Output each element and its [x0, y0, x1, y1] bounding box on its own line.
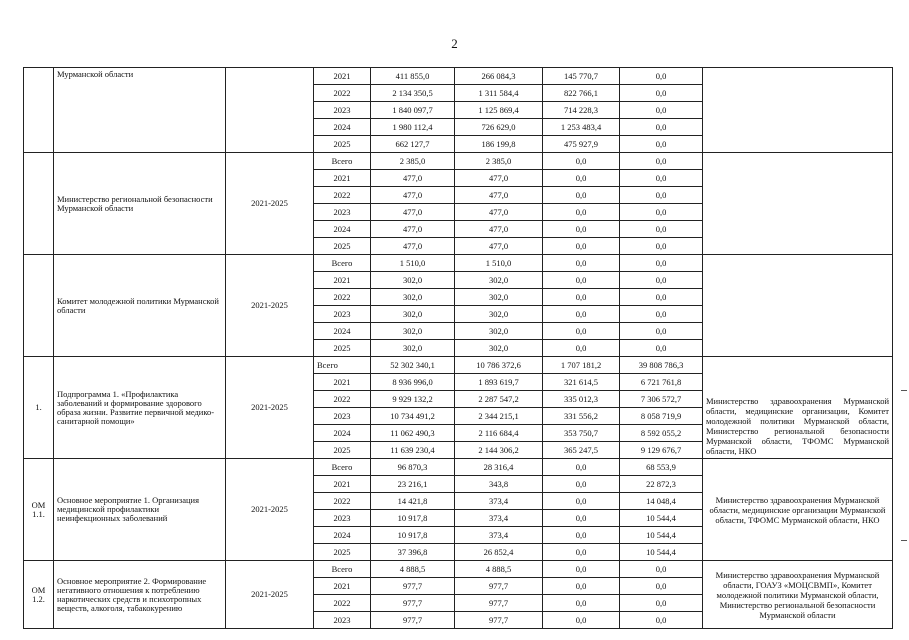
amount-cell: 0,0: [620, 578, 703, 595]
amount-cell: 7 306 572,7: [620, 391, 703, 408]
year-cell: 2023: [314, 102, 371, 119]
amount-cell: 10 734 491,2: [371, 408, 455, 425]
amount-cell: 68 553,9: [620, 459, 703, 476]
responsible-executors: Министерство здравоохранения Мурманской области, медицинские организации, Комитет молодежной политики Мурманской области, Министерство региональной безопасности Мурманской области, ТФОМС Мурманской области, НКО: [703, 357, 893, 459]
program-name: Основное мероприятие 2. Формирование негативного отношения к потреблению наркотических средств и психотропных веществ, алкоголя, табакокурению: [54, 561, 226, 629]
amount-cell: 477,0: [371, 221, 455, 238]
amount-cell: 0,0: [543, 510, 620, 527]
amount-cell: 1 311 584,4: [455, 85, 543, 102]
amount-cell: 0,0: [543, 255, 620, 272]
amount-cell: 6 721 761,8: [620, 374, 703, 391]
amount-cell: 0,0: [620, 595, 703, 612]
amount-cell: 0,0: [543, 544, 620, 561]
amount-cell: 28 316,4: [455, 459, 543, 476]
amount-cell: 302,0: [371, 306, 455, 323]
year-cell: Всего: [314, 357, 371, 374]
responsible-executors: Министерство здравоохранения Мурманской области, ГОАУЗ «МОЦСВМП», Комитет молодежной политики Мурманской области, Министерство региональной безопасности Мурманской области: [703, 561, 893, 629]
year-cell: 2023: [314, 408, 371, 425]
year-cell: 2021: [314, 68, 371, 85]
amount-cell: 353 750,7: [543, 425, 620, 442]
amount-cell: 0,0: [543, 289, 620, 306]
period: 2021-2025: [226, 459, 314, 561]
program-name: Основное мероприятие 1. Организация медицинской профилактики неинфекционных заболеваний: [54, 459, 226, 561]
year-cell: Всего: [314, 459, 371, 476]
amount-cell: 977,7: [371, 578, 455, 595]
amount-cell: 10 786 372,6: [455, 357, 543, 374]
amount-cell: 23 216,1: [371, 476, 455, 493]
period: 2021-2025: [226, 357, 314, 459]
responsible-executors: Министерство здравоохранения Мурманской области, медицинские организации Мурманской области, ТФОМС Мурманской области, НКО: [703, 459, 893, 561]
year-cell: 2023: [314, 510, 371, 527]
amount-cell: 266 084,3: [455, 68, 543, 85]
amount-cell: 302,0: [455, 289, 543, 306]
amount-cell: 302,0: [371, 272, 455, 289]
amount-cell: 977,7: [371, 595, 455, 612]
amount-cell: 0,0: [620, 238, 703, 255]
period: 2021-2025: [226, 255, 314, 357]
amount-cell: 1 707 181,2: [543, 357, 620, 374]
amount-cell: 321 614,5: [543, 374, 620, 391]
amount-cell: 477,0: [371, 187, 455, 204]
year-cell: 2025: [314, 442, 371, 459]
amount-cell: 977,7: [455, 578, 543, 595]
amount-cell: 0,0: [543, 340, 620, 357]
year-cell: 2022: [314, 595, 371, 612]
amount-cell: 10 544,4: [620, 527, 703, 544]
amount-cell: 477,0: [371, 238, 455, 255]
amount-cell: 4 888,5: [371, 561, 455, 578]
program-name: Мурманской области: [54, 68, 226, 153]
amount-cell: 477,0: [455, 238, 543, 255]
table-row: [24, 68, 893, 85]
table-row: [24, 561, 893, 578]
amount-cell: 477,0: [371, 170, 455, 187]
amount-cell: 477,0: [455, 204, 543, 221]
amount-cell: 1 125 869,4: [455, 102, 543, 119]
amount-cell: 477,0: [455, 221, 543, 238]
amount-cell: 0,0: [620, 612, 703, 629]
amount-cell: 662 127,7: [371, 136, 455, 153]
year-cell: 2022: [314, 391, 371, 408]
amount-cell: 1 253 483,4: [543, 119, 620, 136]
amount-cell: 14 421,8: [371, 493, 455, 510]
year-cell: 2024: [314, 221, 371, 238]
amount-cell: 302,0: [455, 306, 543, 323]
amount-cell: 4 888,5: [455, 561, 543, 578]
amount-cell: 0,0: [620, 323, 703, 340]
amount-cell: 302,0: [371, 289, 455, 306]
year-cell: 2025: [314, 340, 371, 357]
amount-cell: 1 980 112,4: [371, 119, 455, 136]
scan-mark: [901, 540, 907, 541]
amount-cell: 9 129 676,7: [620, 442, 703, 459]
amount-cell: 0,0: [543, 306, 620, 323]
table-row: [24, 153, 893, 170]
amount-cell: 1 510,0: [371, 255, 455, 272]
amount-cell: 0,0: [543, 493, 620, 510]
amount-cell: 0,0: [543, 221, 620, 238]
amount-cell: 302,0: [371, 340, 455, 357]
amount-cell: 0,0: [620, 204, 703, 221]
amount-cell: 0,0: [620, 119, 703, 136]
program-name: Подпрограмма 1. «Профилактика заболеваний и формирование здорового образа жизни. Развитие первичной медико-санитарной помощи»: [54, 357, 226, 459]
table-row: [24, 255, 893, 272]
row-number: ОМ 1.2.: [24, 561, 54, 629]
amount-cell: 0,0: [543, 204, 620, 221]
amount-cell: 10 544,4: [620, 544, 703, 561]
amount-cell: 977,7: [455, 612, 543, 629]
amount-cell: 1 840 097,7: [371, 102, 455, 119]
table-row: [24, 459, 893, 476]
amount-cell: 10 917,8: [371, 510, 455, 527]
amount-cell: 475 927,9: [543, 136, 620, 153]
amount-cell: 2 385,0: [371, 153, 455, 170]
year-cell: 2022: [314, 493, 371, 510]
amount-cell: 52 302 340,1: [371, 357, 455, 374]
amount-cell: 0,0: [620, 170, 703, 187]
year-cell: 2023: [314, 612, 371, 629]
amount-cell: 14 048,4: [620, 493, 703, 510]
amount-cell: 0,0: [620, 102, 703, 119]
year-cell: 2021: [314, 476, 371, 493]
amount-cell: 714 228,3: [543, 102, 620, 119]
amount-cell: 0,0: [620, 221, 703, 238]
period: [226, 68, 314, 153]
period: 2021-2025: [226, 153, 314, 255]
amount-cell: 26 852,4: [455, 544, 543, 561]
year-cell: Всего: [314, 153, 371, 170]
amount-cell: 0,0: [620, 68, 703, 85]
amount-cell: 0,0: [543, 595, 620, 612]
table-row: [24, 357, 893, 374]
amount-cell: 2 134 350,5: [371, 85, 455, 102]
amount-cell: 0,0: [543, 153, 620, 170]
program-name: Министерство региональной безопасности Мурманской области: [54, 153, 226, 255]
amount-cell: 0,0: [620, 153, 703, 170]
amount-cell: 302,0: [371, 323, 455, 340]
amount-cell: 302,0: [455, 272, 543, 289]
amount-cell: 373,4: [455, 493, 543, 510]
budget-table: [23, 67, 893, 629]
year-cell: 2022: [314, 85, 371, 102]
amount-cell: 0,0: [543, 323, 620, 340]
year-cell: 2022: [314, 289, 371, 306]
amount-cell: 2 287 547,2: [455, 391, 543, 408]
amount-cell: 0,0: [543, 612, 620, 629]
amount-cell: 0,0: [620, 272, 703, 289]
amount-cell: 477,0: [455, 187, 543, 204]
amount-cell: 0,0: [620, 289, 703, 306]
year-cell: 2022: [314, 187, 371, 204]
row-number: 1.: [24, 357, 54, 459]
amount-cell: 0,0: [620, 136, 703, 153]
year-cell: 2024: [314, 323, 371, 340]
amount-cell: 39 808 786,3: [620, 357, 703, 374]
amount-cell: 0,0: [620, 85, 703, 102]
amount-cell: 22 872,3: [620, 476, 703, 493]
amount-cell: 10 544,4: [620, 510, 703, 527]
amount-cell: 9 929 132,2: [371, 391, 455, 408]
amount-cell: 302,0: [455, 340, 543, 357]
responsible-executors: [703, 68, 893, 153]
amount-cell: 477,0: [455, 170, 543, 187]
period: 2021-2025: [226, 561, 314, 629]
row-number: [24, 255, 54, 357]
amount-cell: 335 012,3: [543, 391, 620, 408]
amount-cell: 145 770,7: [543, 68, 620, 85]
amount-cell: 411 855,0: [371, 68, 455, 85]
year-cell: Всего: [314, 255, 371, 272]
row-number: [24, 153, 54, 255]
year-cell: Всего: [314, 561, 371, 578]
amount-cell: 822 766,1: [543, 85, 620, 102]
amount-cell: 0,0: [620, 187, 703, 204]
amount-cell: 2 385,0: [455, 153, 543, 170]
amount-cell: 0,0: [620, 306, 703, 323]
amount-cell: 0,0: [543, 476, 620, 493]
amount-cell: 0,0: [620, 255, 703, 272]
amount-cell: 0,0: [543, 578, 620, 595]
amount-cell: 0,0: [543, 459, 620, 476]
amount-cell: 0,0: [543, 561, 620, 578]
amount-cell: 0,0: [543, 170, 620, 187]
responsible-executors: [703, 255, 893, 357]
scan-mark: [901, 390, 907, 391]
year-cell: 2023: [314, 204, 371, 221]
responsible-executors: [703, 153, 893, 255]
amount-cell: 11 062 490,3: [371, 425, 455, 442]
amount-cell: 365 247,5: [543, 442, 620, 459]
amount-cell: 8 058 719,9: [620, 408, 703, 425]
year-cell: 2021: [314, 374, 371, 391]
amount-cell: 2 116 684,4: [455, 425, 543, 442]
year-cell: 2023: [314, 306, 371, 323]
amount-cell: 726 629,0: [455, 119, 543, 136]
amount-cell: 10 917,8: [371, 527, 455, 544]
amount-cell: 977,7: [371, 612, 455, 629]
amount-cell: 331 556,2: [543, 408, 620, 425]
amount-cell: 0,0: [543, 238, 620, 255]
amount-cell: 8 936 996,0: [371, 374, 455, 391]
row-number: ОМ 1.1.: [24, 459, 54, 561]
year-cell: 2025: [314, 238, 371, 255]
amount-cell: 8 592 055,2: [620, 425, 703, 442]
amount-cell: 0,0: [543, 527, 620, 544]
amount-cell: 2 144 306,2: [455, 442, 543, 459]
amount-cell: 0,0: [543, 272, 620, 289]
amount-cell: 0,0: [620, 340, 703, 357]
amount-cell: 302,0: [455, 323, 543, 340]
year-cell: 2021: [314, 272, 371, 289]
year-cell: 2024: [314, 425, 371, 442]
amount-cell: 1 510,0: [455, 255, 543, 272]
amount-cell: 373,4: [455, 527, 543, 544]
amount-cell: 0,0: [543, 187, 620, 204]
row-number: [24, 68, 54, 153]
program-name: Комитет молодежной политики Мурманской области: [54, 255, 226, 357]
amount-cell: 186 199,8: [455, 136, 543, 153]
amount-cell: 477,0: [371, 204, 455, 221]
amount-cell: 1 893 619,7: [455, 374, 543, 391]
year-cell: 2024: [314, 119, 371, 136]
amount-cell: 373,4: [455, 510, 543, 527]
year-cell: 2025: [314, 544, 371, 561]
amount-cell: 343,8: [455, 476, 543, 493]
year-cell: 2021: [314, 170, 371, 187]
amount-cell: 96 870,3: [371, 459, 455, 476]
amount-cell: 11 639 230,4: [371, 442, 455, 459]
amount-cell: 2 344 215,1: [455, 408, 543, 425]
year-cell: 2024: [314, 527, 371, 544]
amount-cell: 0,0: [620, 561, 703, 578]
amount-cell: 37 396,8: [371, 544, 455, 561]
page-number: 2: [451, 36, 458, 51]
year-cell: 2025: [314, 136, 371, 153]
year-cell: 2021: [314, 578, 371, 595]
amount-cell: 977,7: [455, 595, 543, 612]
